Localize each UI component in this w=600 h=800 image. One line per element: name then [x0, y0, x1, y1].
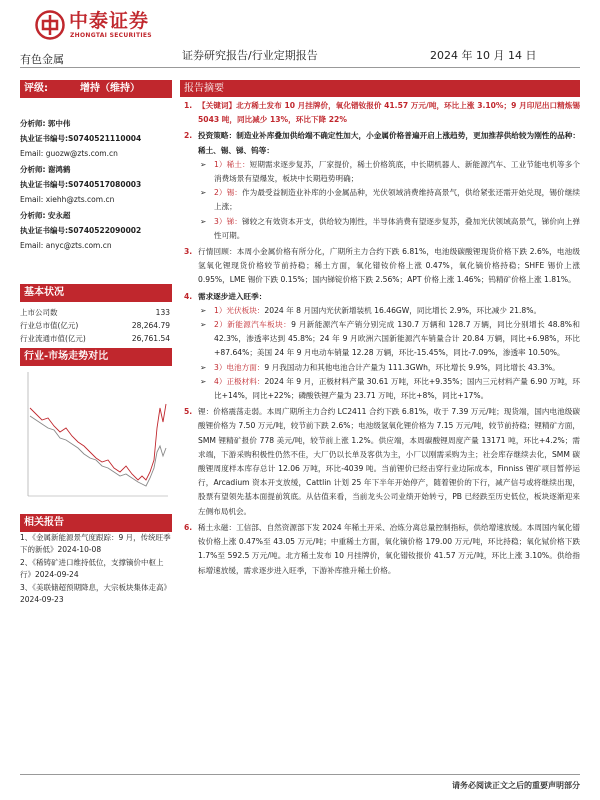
- zhongtai-logo-icon: [35, 10, 65, 40]
- cert-number: S0740522090002: [68, 226, 142, 235]
- report-type: 证券研究报告/行业定期报告: [182, 49, 318, 62]
- series-line-industry: [30, 404, 166, 480]
- cert-label: 执业证书编号:: [20, 180, 68, 189]
- arrow-bullet-icon: ➢: [200, 376, 207, 386]
- related-report-link[interactable]: 1、《金属新能源景气度跟踪：9 月，传统旺季下的新低》2024-10-08: [20, 533, 171, 554]
- analyst-name: 安永超: [47, 211, 71, 220]
- arrow-bullet-icon: ➢: [200, 305, 207, 315]
- sub-point: [180, 215, 580, 243]
- header-divider: [20, 67, 580, 68]
- report-date: 2024 年 10 月 14 日: [430, 49, 537, 62]
- cert-number: S0740521110004: [68, 134, 142, 143]
- analyst-block: [20, 208, 172, 253]
- analyst-name: 谢鸿鹤: [47, 165, 71, 174]
- point-text: 【关键词】北方稀土发布 10 月挂牌价，氧化镨钕报价 41.57 万元/吨，环比上涨 3.10%；9 月印尼出口精炼锡 5043 吨，同比减少 13%，环比下降 22%: [198, 101, 580, 125]
- arrow-bullet-icon: ➢: [200, 216, 207, 226]
- point-text: 稀土永磁：工信部、自然资源部下发 2024 年稀土开采、冶炼分离总量控制指标，供给增速放缓。本周国内氧化镨钕价格上涨 0.47%至 43.05 万元/吨；中重稀土方面，氧化镝价格 179.00 万元/吨，环比持稳；氧化铽价格下跌 1.7%至 592.5 万元/吨。北方稀土发布 10 月挂牌价，氧化镨钕报价 41.57 万元/吨，环比上涨 3.10%。供给指标增速放缓，需求逐步进入旺季，下游补库推升稀土价格。: [198, 522, 580, 575]
- sub-point-label: 1）稀土：: [214, 159, 250, 169]
- sub-point: [180, 361, 580, 375]
- market-trend-chart: [20, 368, 172, 510]
- sub-point-text: 作为最受益制造业补库的小金属品种，光伏领域消费维持高景气，供给紧张还需开始兑现，锡价继续上涨；: [214, 188, 580, 212]
- summary-point-5: [180, 405, 580, 519]
- company-logo: [35, 10, 165, 42]
- rating-label: 评级:: [24, 83, 48, 94]
- arrow-bullet-icon: ➢: [200, 188, 207, 198]
- row-value: 26,761.54: [131, 334, 170, 343]
- sub-point-label: 3）锑：: [214, 216, 242, 226]
- email-label: Email:: [20, 195, 44, 204]
- point-number: 1.: [184, 101, 193, 110]
- analyst-name-label: 分析师:: [20, 119, 46, 128]
- analyst-name: 郭中伟: [47, 119, 71, 128]
- related-report-link[interactable]: 2、《稀铸矿进口维持低位，支撑镝价中枢上行》2024-09-24: [20, 558, 164, 579]
- analyst-email[interactable]: xiehh@zts.com.cn: [45, 195, 115, 204]
- sub-point-label: 2）锡：: [214, 188, 242, 198]
- footer-disclaimer: 请务必阅读正文之后的重要声明部分: [452, 781, 580, 790]
- point-number: 6.: [184, 522, 193, 532]
- logo-chinese-text: 中泰证券: [69, 10, 150, 32]
- sub-point: [180, 186, 580, 214]
- point-number: 2.: [184, 131, 193, 141]
- industry-label: 有色金属: [20, 53, 64, 66]
- basic-status-table: [20, 306, 170, 345]
- sub-point-text: 2024 年 8 月国内光伏新增装机 16.46GW，同比增长 2.9%，环比减少 21.8%。: [264, 305, 542, 315]
- table-row: [20, 319, 170, 332]
- analyst-email[interactable]: guozw@zts.com.cn: [45, 149, 118, 158]
- point-text: 需求逐步进入旺季：: [198, 291, 267, 301]
- logo-english-text: ZHONGTAI SECURITIES: [70, 32, 152, 39]
- arrow-bullet-icon: ➢: [200, 159, 207, 169]
- sub-point-text: 短期需求逐步复苏，厂家提价，稀土价格筑底，中长期机器人、新能源汽车、工业节能电机等多个消费场景有望爆发，板块中长期趋势明确；: [214, 159, 580, 184]
- email-label: Email:: [20, 149, 44, 158]
- email-label: Email:: [20, 241, 44, 250]
- market-trend-svg: [20, 368, 172, 510]
- series-line-market: [30, 416, 166, 486]
- sub-point-text: 9 月新能源汽车产销分别完成 130.7 万辆和 128.7 万辆，同比分别增长 48.8%和 42.3%，渗透率达到 45.8%；24 年 9 月欧洲六国新能源汽车销量合计 20.84 万辆，同比+6.98%，环比+87.64%；美国 24 年 9 月电动车销量 12.28 万辆，环比-15.45%，同比-7.09%，渗透率 10.50%。: [214, 320, 580, 358]
- point-number: 4.: [184, 291, 193, 301]
- arrow-bullet-icon: ➢: [200, 362, 207, 372]
- sub-point-label: 4）正极材料：: [214, 376, 265, 386]
- point-text: 行情回顾：本周小金属价格有所分化，广期所主力合约下跌 6.81%，电池级碳酸锂现货价格下跌 2.6%，电池级氢氧化锂现货价格较节前持稳；稀土方面，氧化镨钕价格上涨 0.47%，氧化镝价格持稳；SHFE 锡价上涨 0.95%，LME 锡价下跌 0.15%；国内锑锭价格下跌 2.56%；APT 价格上涨 1.46%；钨精矿价格上涨 1.81%。: [198, 247, 580, 285]
- analyst-block: [20, 162, 172, 207]
- sub-point-label: 3）电池方面：: [214, 362, 265, 372]
- table-row: [20, 306, 170, 319]
- sub-point: [180, 304, 580, 318]
- sub-point-text: 2024 年 9 月，正极材料产量 30.61 万吨，环比+9.35%；国内三元材料产量 6.90 万吨，环比+14%，同比+22%；磷酸铁锂产量为 23.71 万吨，环比+8%，同比+17%。: [214, 376, 580, 401]
- summary-point-3: [180, 245, 580, 288]
- sub-point: [180, 375, 580, 403]
- row-label: 行业流通市值(亿元): [20, 334, 86, 343]
- related-reports-title: 相关报告: [20, 514, 172, 532]
- row-label: 上市公司数: [20, 308, 58, 317]
- footer-divider: [20, 774, 580, 775]
- summary-point-4: [180, 290, 580, 304]
- sub-point-label: 1）光伏板块：: [214, 305, 265, 315]
- point-number: 5.: [184, 407, 193, 417]
- rating-value: 增持（维持）: [80, 83, 140, 94]
- sub-point-label: 2）新能源汽车板块：: [214, 320, 292, 330]
- summary-point-1: [180, 99, 580, 127]
- table-row: [20, 332, 170, 345]
- summary-point-2: [180, 129, 580, 157]
- rating-band: [20, 80, 172, 98]
- sub-point: [180, 318, 580, 361]
- point-number: 3.: [184, 247, 193, 257]
- sub-point: [180, 158, 580, 186]
- point-text: 投资策略：制造业补库叠加供给端不确定性加大，小金属价格普遍开启上涨趋势，更加推荐供给较为刚性的品种：稀土、锡、锑、钨等：: [198, 131, 580, 155]
- related-report-link[interactable]: 3、《美联储超预期降息，大宗板块集体走高》2024-09-23: [20, 583, 172, 604]
- point-text: 锂：价格震荡走弱。本周广期所主力合约 LC2411 合约下跌 6.81%，收于 7.39 万元/吨；现货端，国内电池级碳酸锂价格为 7.50 万元/吨，较节前下跌 2.6%；电池级氢氧化锂价格为 7.15 万元/吨，较节前持稳；锂精矿方面，SMM 锂精矿报价 778 美元/吨，较节前上涨 1.2%。供应端，本周碳酸锂周度产量 13171 吨，环比+4.2%；需求端，下游采购积极性仍然不佳，大厂仍以长单及客供为主，小厂以刚需采购为主；社会库存继续去化，SMM 碳酸锂周度样本库存总计 12.06 万吨，环比-4039 吨。当前锂价已经击穿行业边际成本，Finniss 锂矿项目暂停运行，Arcadium 资本开支放缓，Cattlin 计划 25 年下半年开始停产，随着锂价的下行，减产信号或将继续出现，股票有望领先基本面提前筑底。从估值来看，当前龙头公司业绩开始转亏，PB 已经跌至历史低位，板块逐渐迎来左侧布局机会。: [198, 407, 580, 516]
- analyst-block: [20, 116, 172, 161]
- row-label: 行业总市值(亿元): [20, 321, 79, 330]
- row-value: 133: [155, 308, 170, 317]
- analyst-name-label: 分析师:: [20, 211, 46, 220]
- row-value: 28,264.79: [131, 321, 170, 330]
- cert-label: 执业证书编号:: [20, 134, 68, 143]
- report-summary-body: [180, 99, 580, 578]
- sub-point-text: 9 月我国动力和其他电池合计产量为 111.3GWh，环比增长 9.9%，同比增长 43.3%。: [264, 362, 560, 372]
- sub-point-text: 锑较之有效资本开支，供给较为刚性，半导体消费有望逐步复苏，叠加光伏领域高景气，锑价向上弹性可期。: [214, 216, 580, 240]
- cert-number: S0740517080003: [68, 180, 142, 189]
- arrow-bullet-icon: ➢: [200, 320, 207, 330]
- summary-title: 报告摘要: [180, 80, 580, 97]
- cert-label: 执业证书编号:: [20, 226, 68, 235]
- market-chart-title: 行业-市场走势对比: [20, 348, 172, 366]
- summary-point-6: [180, 521, 580, 578]
- analyst-name-label: 分析师:: [20, 165, 46, 174]
- basic-status-title: 基本状况: [20, 284, 172, 302]
- related-reports-list: [20, 532, 172, 607]
- analyst-email[interactable]: anyc@zts.com.cn: [45, 241, 112, 250]
